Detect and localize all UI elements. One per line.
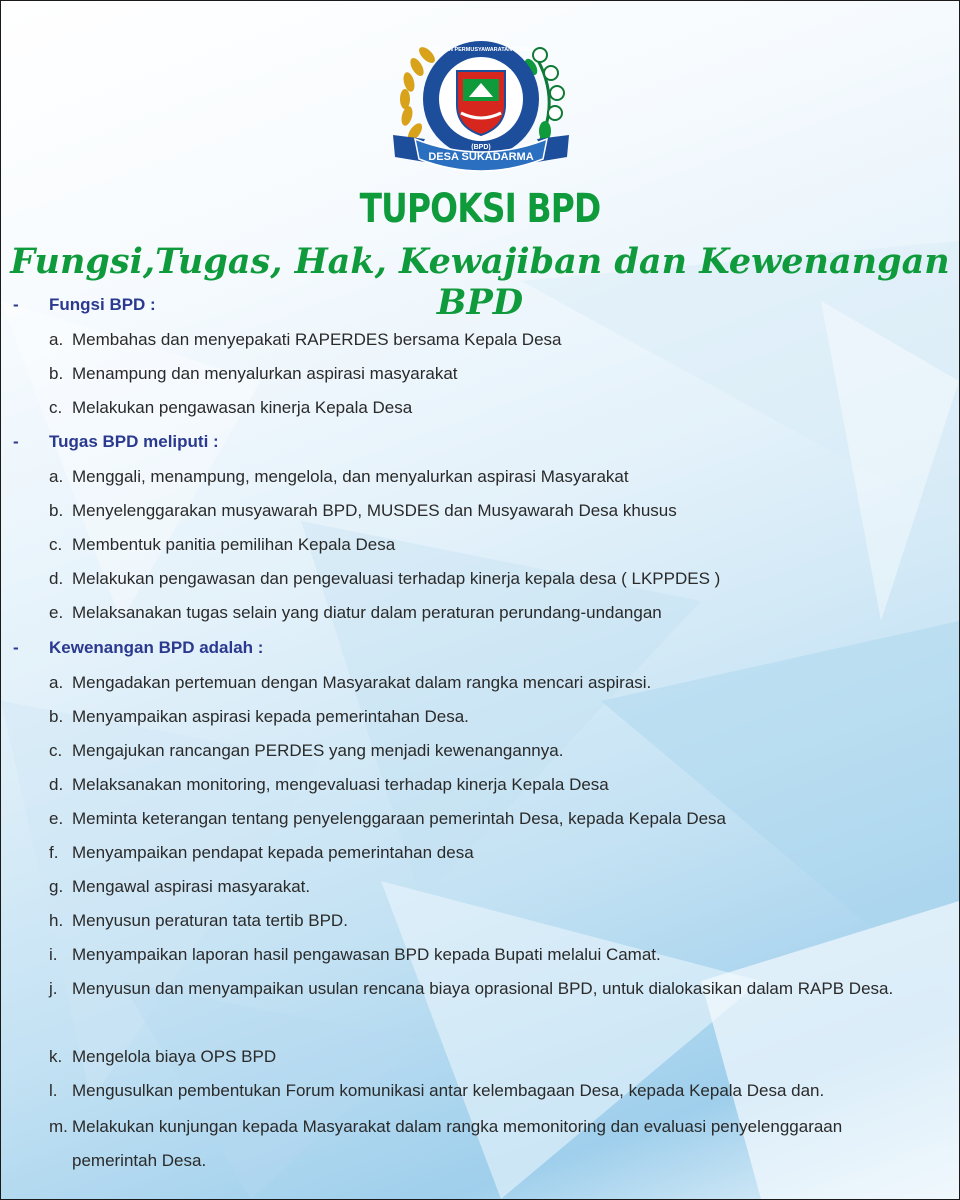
list-item-text: Melakukan pengawasan dan pengevaluasi terhadap kinerja kepala desa ( LKPPDES ) — [72, 569, 721, 588]
list-item-text: Mengawal aspirasi masyarakat. — [72, 877, 311, 896]
list-item-letter: l. — [49, 1081, 58, 1100]
page-subtitle: Fungsi,Tugas, Hak, Kewajiban dan Kewenangan BPD — [10, 241, 950, 323]
list-item-letter: i. — [49, 945, 58, 964]
section-dash: - — [13, 295, 19, 314]
list-item-text: Membentuk panitia pemilihan Kepala Desa — [72, 535, 396, 554]
logo-ribbon-text: DESA SUKADARMA — [428, 151, 534, 163]
list-item-text: Melaksanakan monitoring, mengevaluasi terhadap kinerja Kepala Desa — [72, 775, 609, 794]
list-item-letter: d. — [49, 775, 64, 794]
list-item-letter: b. — [49, 501, 64, 520]
list-item-letter: m. — [49, 1117, 68, 1136]
logo-abbr: (BPD) — [471, 144, 491, 151]
list-item-text: Menyusun peraturan tata tertib BPD. — [72, 911, 348, 930]
list-item-letter: f. — [49, 843, 59, 862]
list-item-text: Mengusulkan pembentukan Forum komunikasi antar kelembagaan Desa, kepada Kepala Desa dan. — [72, 1081, 825, 1100]
section-heading-label: Tugas BPD meliputi : — [49, 432, 219, 451]
list-item-letter: b. — [49, 364, 64, 383]
section-heading-kewenangan — [1, 635, 321, 661]
list-item-letter: g. — [49, 877, 64, 896]
section-dash: - — [13, 432, 19, 451]
list-item-letter: c. — [49, 535, 63, 554]
bpd-logo — [385, 27, 577, 177]
list-item-text: Menampung dan menyalurkan aspirasi masyarakat — [72, 364, 458, 383]
list-item-text: Meminta keterangan tentang penyelenggaraan pemerintah Desa, kepada Kepala Desa — [72, 809, 727, 828]
section-heading-fungsi — [1, 292, 301, 318]
list-item-text: Melakukan kunjungan kepada Masyarakat dalam rangka memonitoring dan evaluasi penyelenggaraan pemerintah Desa. — [72, 1117, 843, 1170]
list-item-text: Menyampaikan aspirasi kepada pemerintahan Desa. — [72, 707, 469, 726]
poster-content — [1, 1, 959, 1199]
list-item-letter: a. — [49, 467, 64, 486]
logo-arc-text: BADAN PERMUSYAWARATAN DESA — [433, 47, 529, 53]
section-dash: - — [13, 638, 19, 657]
list-item-text: Mengelola biaya OPS BPD — [72, 1047, 277, 1066]
list-item-text: Melakukan pengawasan kinerja Kepala Desa — [72, 398, 413, 417]
list-item-letter: c. — [49, 398, 63, 417]
list-item-text: Menyelenggarakan musyawarah BPD, MUSDES dan Musyawarah Desa khusus — [72, 501, 677, 520]
section-heading-tugas — [1, 429, 301, 455]
list-item-letter: c. — [49, 741, 63, 760]
list-item-letter: a. — [49, 673, 64, 692]
list-item-letter: k. — [49, 1047, 63, 1066]
section-heading-label: Kewenangan BPD adalah : — [49, 638, 264, 657]
list-item-letter: j. — [49, 979, 58, 998]
list-item-letter: e. — [49, 809, 64, 828]
list-item-text: Menggali, menampung, mengelola, dan menyalurkan aspirasi Masyarakat — [72, 467, 629, 486]
list-item-letter: d. — [49, 569, 64, 588]
list-item-text: Mengajukan rancangan PERDES yang menjadi kewenangannya. — [72, 741, 564, 760]
list-item-text: Mengadakan pertemuan dengan Masyarakat dalam rangka mencari aspirasi. — [72, 673, 652, 692]
section-heading-label: Fungsi BPD : — [49, 295, 156, 314]
list-item-letter: e. — [49, 603, 64, 622]
list-item-text: Menyampaikan pendapat kepada pemerintahan desa — [72, 843, 474, 862]
list-item-text: Menyusun dan menyampaikan usulan rencana biaya oprasional BPD, untuk dialokasikan dalam RAPB Desa. — [72, 979, 894, 998]
list-item-letter: h. — [49, 911, 64, 930]
page-title: TUPOKSI BPD — [359, 186, 601, 232]
list-item-text: Membahas dan menyepakati RAPERDES bersama Kepala Desa — [72, 330, 562, 349]
list-item-text: Menyampaikan laporan hasil pengawasan BPD kepada Bupati melalui Camat. — [72, 945, 661, 964]
list-item-letter: a. — [49, 330, 64, 349]
list-item-text: Melaksanakan tugas selain yang diatur dalam peraturan perundang-undangan — [72, 603, 662, 622]
list-item-letter: b. — [49, 707, 64, 726]
